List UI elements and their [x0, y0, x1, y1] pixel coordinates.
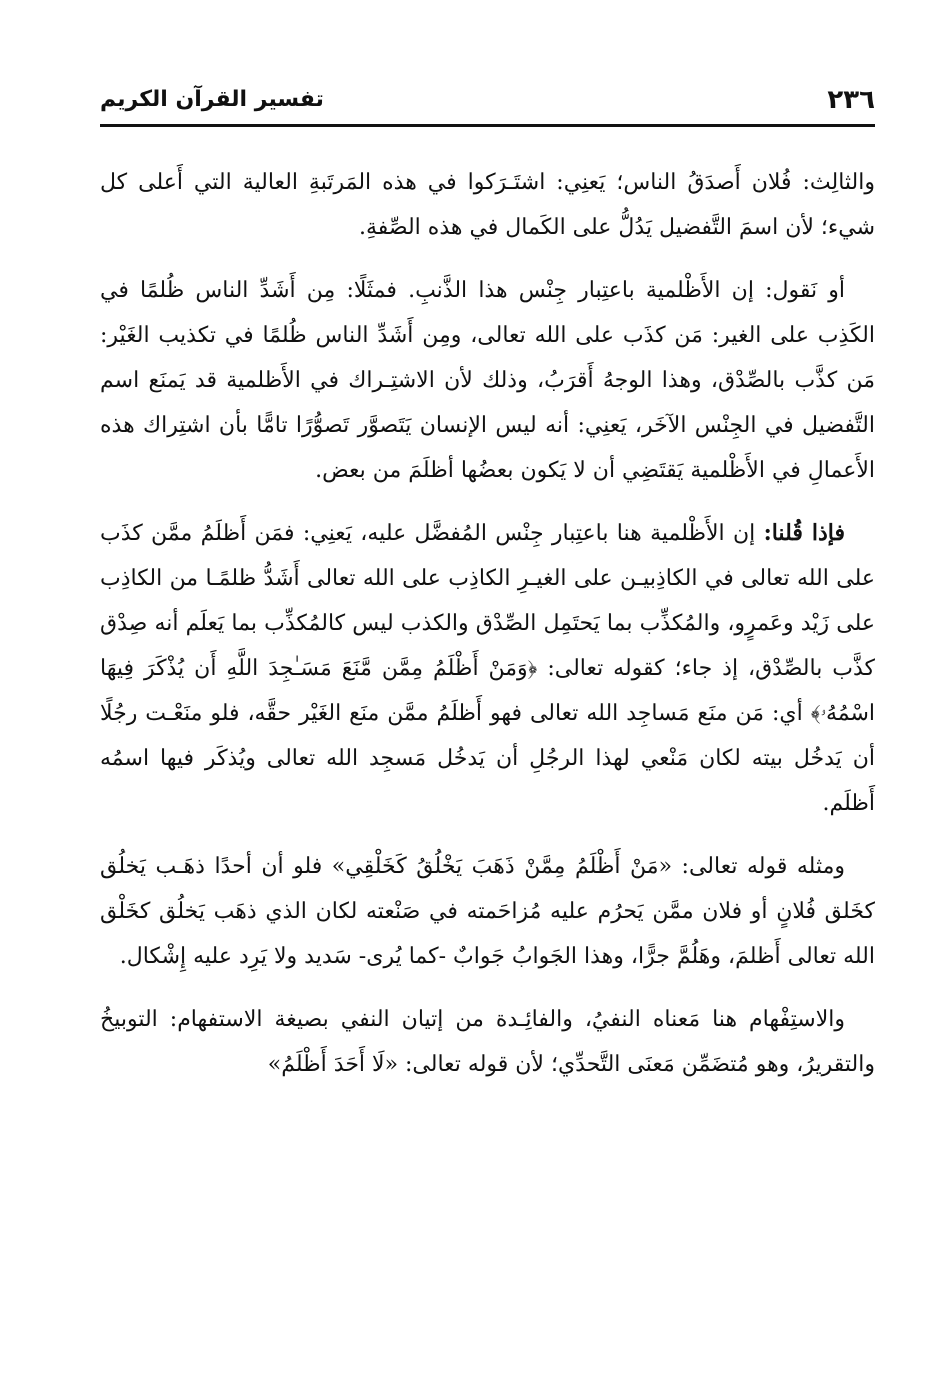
paragraph-4: ومثله قوله تعالى: «مَنْ أَظْلَمُ مِمَّنْ ذَهَبَ يَخْلُقُ كَخَلْقِي» فلو أن أحدًا ذهَـب يَخلُق كخَلق فُلانٍ أو فلان ممَّن يَحرُم عليه مُزاحَمته في صَنْعته لكان الذي ذهَب يَخلُق كخَلْق الله تعالى أَظلمَ، وهَلُمَّ جرًّا، وهذا الجَوابُ جَوابٌ -كما يُرى- سَديد ولا يَرِد عليه إِشْكال.	[100, 854, 875, 969]
paragraph-3-lead: فإذا قُلنا:	[763, 520, 845, 546]
paragraph-3-text: إن الأَظْلمية هنا باعتِبار جِنْس المُفضَّل عليه، يَعنِي: فمَن أَظلَمُ ممَّن كذَب على الله تعالى في الكاذِبيـن على الغيـرِ الكاذِب على الله تعالى أَشَدُّ ظلمًـا من الكاذِب على زَيْد وعَمرٍو، والمُكذِّب بما يَحتَمِل الصِّدْق والكذب ليس كالمُكذِّب بما يَعلَم أنه صِدْق كذَّب بالصِّدْق، إذ جاء؛ كقوله تعالى: ﴿وَمَنْ أَظْلَمُ مِمَّن مَّنَعَ مَسَـٰجِدَ اللَّهِ أَن يُذْكَرَ فِيهَا اسْمُهُۥ﴾ أي: مَن منَع مَساجِد الله تعالى فهو أَظلَمُ ممَّن منَع الغَيْر حقَّه، فلو منَعْـت رجُلًا أن يَدخُل بيته لكان مَنْعي لهذا الرجُلِ أن يَدخُل مَسجِد الله تعالى ويُذكَر فيها اسمُه أَظلَم.	[100, 521, 875, 816]
page-number: ٢٣٦	[827, 85, 875, 115]
page-body	[100, 160, 875, 1105]
paragraph-2: أو نَقول: إن الأَظْلمية باعتِبار جِنْس هذا الذَّنبِ. فمثَلًا: مِن أَشَدِّ الناس ظُلمًا في الكَذِب على الغير: مَن كذَب على الله تعالى، ومِن أَشَدِّ الناس ظُلمًا في تكذيب الغَيْر: مَن كذَّب بالصِّدْق، وهذا الوجهُ أَقرَبُ، وذلك لأن الاشتِـراك في الأَظلمية قد يَمنَع اسم التَّفضيل في الجِنْس الآخَر، يَعنِي: أنه ليس الإنسان يَتَصوَّر تَصوُّرًا تامًّا بأن اشتِراك هذه الأَعمالِ في الأَظْلمية يَقتَضِي أن لا يَكون بعضُها أظلَمَ من بعض.	[100, 278, 875, 483]
header-divider	[100, 124, 875, 127]
page-header	[100, 82, 875, 126]
paragraph-3	[100, 511, 875, 826]
paragraph-1: والثالِث: فُلان أَصدَقُ الناس؛ يَعنِي: اشتَـرَكوا في هذه المَرتَبةِ العالية التي أَعلى كل شيء؛ لأن اسمَ التَّفضيل يَدُلُّ على الكَمال في هذه الصِّفةِ.	[100, 170, 875, 240]
paragraph-5: والاستِفْهام هنا مَعناه النفيُ، والفائِـدة من إتيان النفي بصيغة الاستفهام: التوبيخُ والتقريرُ، وهو مُتضَمِّن مَعنَى التَّحدِّي؛ لأن قوله تعالى: «لَا أَحَدَ أَظْلَمُ»	[100, 1007, 875, 1077]
running-title: تفسير القرآن الكريم	[100, 87, 324, 112]
